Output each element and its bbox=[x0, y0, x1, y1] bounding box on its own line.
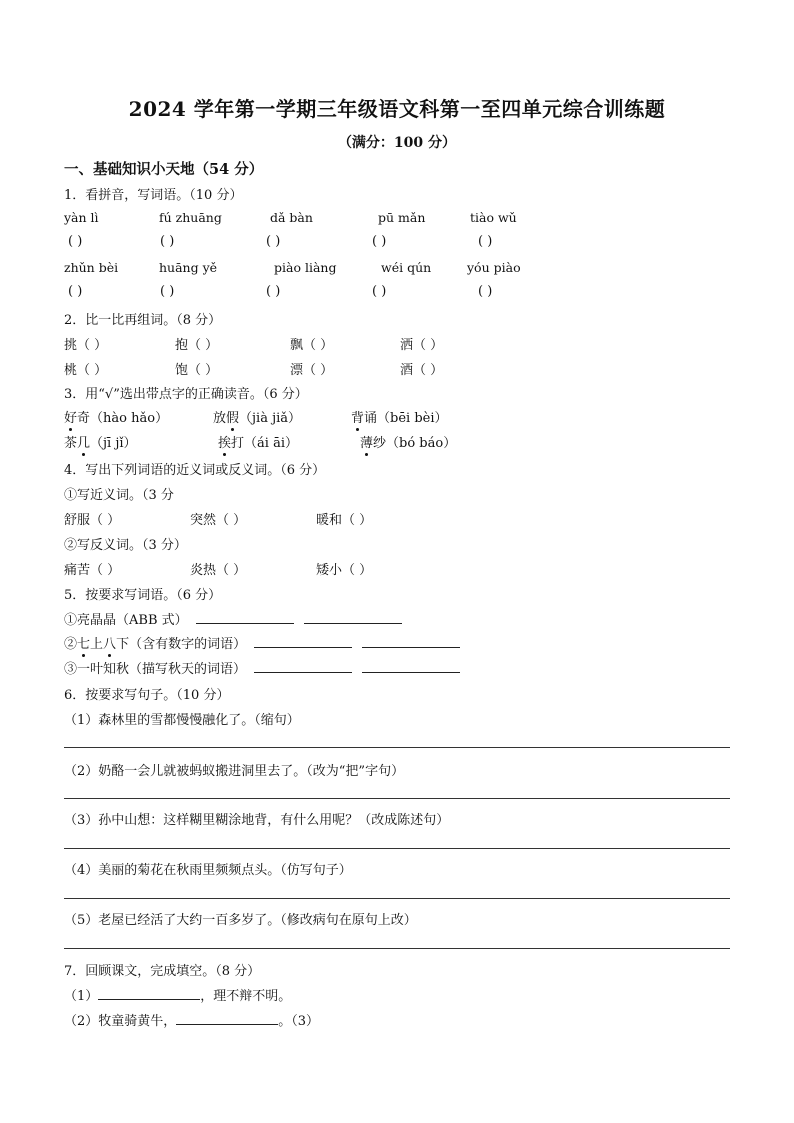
answer-blank[interactable]: ( ) bbox=[372, 284, 387, 299]
synonym-subheading: ①写近义词。（3 分 bbox=[64, 488, 174, 503]
answer-blank[interactable]: ( ) bbox=[478, 284, 493, 299]
word-task: ①亮晶晶（ABB 式） bbox=[64, 609, 402, 628]
sentence-task: （4）美丽的菊花在秋雨里频频点头。（仿写句子） bbox=[64, 863, 352, 878]
pinyin-item: piào liàng bbox=[274, 260, 337, 275]
question-6-prompt: 6．按要求写句子。（10 分） bbox=[64, 688, 230, 703]
answer-line[interactable] bbox=[64, 848, 730, 849]
compare-word-item[interactable]: 挑（ ） bbox=[64, 338, 108, 353]
answer-line[interactable] bbox=[254, 634, 352, 648]
answer-line[interactable] bbox=[304, 610, 402, 624]
answer-line[interactable] bbox=[254, 659, 352, 673]
answer-blank[interactable]: ( ) bbox=[68, 284, 83, 299]
sentence-task: （5）老屋已经活了大约一百多岁了。（修改病句在原句上改） bbox=[64, 913, 417, 928]
fill-blank-line: （1） ，理不辩不明。 bbox=[64, 985, 291, 1004]
pinyin-item: tiào wǔ bbox=[470, 210, 517, 225]
pinyin-item: dǎ bàn bbox=[270, 210, 313, 225]
compare-word-item[interactable]: 抱（ ） bbox=[175, 338, 219, 353]
antonym-subheading: ②写反义词。（3 分） bbox=[64, 538, 187, 553]
synonym-item[interactable]: 舒服（ ） bbox=[64, 513, 121, 528]
answer-line[interactable] bbox=[64, 798, 730, 799]
dotted-char: 几 bbox=[77, 436, 91, 451]
answer-line[interactable] bbox=[98, 986, 200, 1000]
answer-blank[interactable]: ( ) bbox=[478, 234, 493, 249]
pronunciation-item[interactable]: 薄纱（bó báo） bbox=[360, 436, 457, 451]
fill-blank-line: （2）牧童骑黄牛， 。（3） bbox=[64, 1010, 319, 1029]
question-5-prompt: 5．按要求写词语。（6 分） bbox=[64, 588, 222, 603]
antonym-item[interactable]: 矮小（ ） bbox=[316, 563, 373, 578]
question-1-prompt: 1．看拼音，写词语。（10 分） bbox=[64, 188, 243, 203]
dotted-char: 假 bbox=[226, 411, 240, 426]
pinyin-item: yóu piào bbox=[467, 260, 521, 275]
compare-word-item[interactable]: 桃（ ） bbox=[64, 363, 108, 378]
compare-word-item[interactable]: 饱（ ） bbox=[175, 363, 219, 378]
pinyin-item: zhǔn bèi bbox=[64, 260, 119, 275]
synonym-item[interactable]: 暖和（ ） bbox=[316, 513, 373, 528]
pinyin-item: pū mǎn bbox=[378, 210, 426, 225]
answer-blank[interactable]: ( ) bbox=[266, 234, 281, 249]
section-heading: 一、基础知识小天地（54 分） bbox=[64, 161, 264, 178]
compare-word-item[interactable]: 漂（ ） bbox=[290, 363, 334, 378]
synonym-item[interactable]: 突然（ ） bbox=[190, 513, 247, 528]
sentence-task: （1）森林里的雪都慢慢融化了。（缩句） bbox=[64, 713, 300, 728]
answer-line[interactable] bbox=[176, 1011, 278, 1025]
sentence-task: （3）孙中山想：这样糊里糊涂地背，有什么用呢？（改成陈述句） bbox=[64, 813, 450, 828]
question-7-prompt: 7．回顾课文，完成填空。（8 分） bbox=[64, 964, 261, 979]
answer-line[interactable] bbox=[64, 747, 730, 748]
answer-blank[interactable]: ( ) bbox=[266, 284, 281, 299]
pinyin-item: yàn lì bbox=[64, 210, 99, 225]
answer-line[interactable] bbox=[64, 898, 730, 899]
full-score: （满分：100 分） bbox=[337, 135, 457, 151]
antonym-item[interactable]: 痛苦（ ） bbox=[64, 563, 121, 578]
compare-word-item[interactable]: 洒（ ） bbox=[400, 338, 444, 353]
word-task: ③一叶知秋（描写秋天的词语） bbox=[64, 658, 460, 677]
pronunciation-item[interactable]: 好奇（hào hǎo） bbox=[64, 411, 169, 426]
pronunciation-item[interactable]: 放假（jià jiǎ） bbox=[213, 411, 302, 426]
pinyin-item: wéi qún bbox=[381, 260, 432, 275]
sentence-task: （2）奶酪一会儿就被蚂蚁搬进洞里去了。（改为“把”字句） bbox=[64, 764, 405, 779]
answer-blank[interactable]: ( ) bbox=[372, 234, 387, 249]
answer-blank[interactable]: ( ) bbox=[160, 284, 175, 299]
pinyin-item: huāng yě bbox=[159, 260, 218, 275]
answer-line[interactable] bbox=[64, 948, 730, 949]
dotted-char: 背 bbox=[351, 411, 365, 426]
question-2-prompt: 2．比一比再组词。（8 分） bbox=[64, 313, 222, 328]
answer-blank[interactable]: ( ) bbox=[160, 234, 175, 249]
page-title: 2024 学年第一学期三年级语文科第一至四单元综合训练题 bbox=[128, 97, 666, 121]
answer-line[interactable] bbox=[362, 659, 460, 673]
compare-word-item[interactable]: 飘（ ） bbox=[290, 338, 334, 353]
dotted-char: 好 bbox=[64, 411, 78, 426]
question-4-prompt: 4．写出下列词语的近义词或反义词。（6 分） bbox=[64, 463, 326, 478]
answer-line[interactable] bbox=[196, 610, 294, 624]
compare-word-item[interactable]: 酒（ ） bbox=[400, 363, 444, 378]
pronunciation-item[interactable]: 茶几（jī jǐ） bbox=[64, 436, 137, 451]
answer-blank[interactable]: ( ) bbox=[68, 234, 83, 249]
dotted-char: 薄 bbox=[360, 436, 374, 451]
answer-line[interactable] bbox=[362, 634, 460, 648]
pronunciation-item[interactable]: 背诵（bēi bèi） bbox=[351, 411, 448, 426]
word-task: ②七上八下（含有数字的词语） bbox=[64, 633, 460, 652]
antonym-item[interactable]: 炎热（ ） bbox=[190, 563, 247, 578]
dotted-char: 挨 bbox=[218, 436, 232, 451]
pinyin-item: fú zhuāng bbox=[159, 210, 222, 225]
pronunciation-item[interactable]: 挨打（ái āi） bbox=[218, 436, 298, 451]
question-3-prompt: 3．用“√”选出带点字的正确读音。（6 分） bbox=[64, 387, 308, 402]
